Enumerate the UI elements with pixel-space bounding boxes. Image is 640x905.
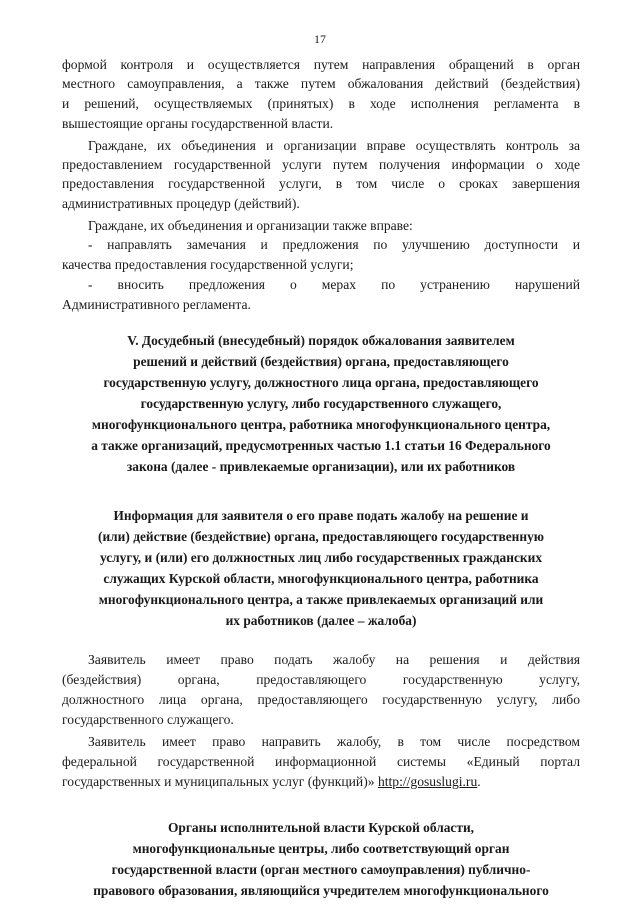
text-span: государственных и муниципальных услуг (функций)» <box>62 774 375 789</box>
section-heading-line: государственную услугу, должностного лица органа, предоставляющего <box>103 375 539 390</box>
section-heading-line: V. Досудебный (внесудебный) порядок обжалования заявителем <box>127 333 515 348</box>
text-line: - вносить предложения о мерах по устранению нарушений <box>88 277 580 292</box>
text-line: вышестоящие органы государственной власти. <box>62 116 334 131</box>
subsection-heading-line: служащих Курской области, многофункционального центра, работника <box>103 571 539 586</box>
text-line: Граждане, их объединения и организации также вправе: <box>88 218 413 233</box>
section-heading-line: решений и действий (бездействия) органа, предоставляющего <box>133 354 509 369</box>
section-heading-line: государственную услугу, либо государственного служащего, <box>140 396 502 411</box>
text-line: федеральной государственной информационной системы «Единый портал <box>62 754 580 769</box>
text-line: предоставления государственной услуги, в том числе о сроках завершения <box>62 176 580 191</box>
text-line: должностного лица органа, предоставляющего государственную услугу, либо <box>62 692 580 707</box>
text-line: Граждане, их объединения и организации вправе осуществлять контроль за <box>88 138 580 153</box>
text-line: качества предоставления государственной услуги; <box>62 257 354 272</box>
text-line: государственного служащего. <box>62 712 234 727</box>
subsection-heading-line: государственной власти (орган местного самоуправления) публично- <box>111 862 531 877</box>
text-line: формой контроля и осуществляется путем направления обращений в орган <box>62 57 580 72</box>
text-line <box>62 773 580 790</box>
text-line: Административного регламента. <box>62 297 251 312</box>
section-heading-line: закона (далее - привлекаемые организации), или их работников <box>126 459 516 474</box>
text-line: (бездействия) органа, предоставляющего государственную услугу, <box>62 672 580 687</box>
section-heading-line: а также организаций, предусмотренных частью 1.1 статьи 16 Федерального <box>91 438 551 453</box>
text-span: . <box>477 774 481 789</box>
subsection-heading-line: многофункционального центра, а также привлекаемых организаций или <box>98 592 544 607</box>
page-number: 17 <box>314 32 326 46</box>
text-line: предоставлением государственной услуги путем получения информации о ходе <box>62 157 580 172</box>
text-line: Заявитель имеет право подать жалобу на решения и действия <box>88 652 580 667</box>
text-line: и решений, осуществляемых (принятых) в ходе исполнения регламента в <box>62 96 580 111</box>
subsection-heading-line: их работников (далее – жалоба) <box>225 613 417 628</box>
text-line: Заявитель имеет право направить жалобу, в том числе посредством <box>88 734 580 749</box>
gosuslugi-link[interactable]: http://gosuslugi.ru <box>377 774 478 789</box>
text-line: административных процедур (действий). <box>62 196 300 211</box>
subsection-heading-line: (или) действие (бездействие) органа, предоставляющего государственную <box>97 529 545 544</box>
subsection-heading-line: многофункциональные центры, либо соответствующий орган <box>132 841 510 856</box>
section-heading-line: многофункционального центра, работника многофункционального центра, <box>91 417 551 432</box>
text-line: - направлять замечания и предложения по улучшению доступности и <box>88 237 580 252</box>
subsection-heading-line: услугу, и (или) его должностных лиц либо государственных гражданских <box>99 550 543 565</box>
subsection-heading-line: Информация для заявителя о его праве подать жалобу на решение и <box>113 508 529 523</box>
subsection-heading-line: правового образования, являющийся учредителем многофункционального <box>93 883 549 898</box>
text-line: местного самоуправления, а также путем обжалования действий (бездействия) <box>62 76 580 91</box>
subsection-heading-line: Органы исполнительной власти Курской области, <box>167 820 475 835</box>
